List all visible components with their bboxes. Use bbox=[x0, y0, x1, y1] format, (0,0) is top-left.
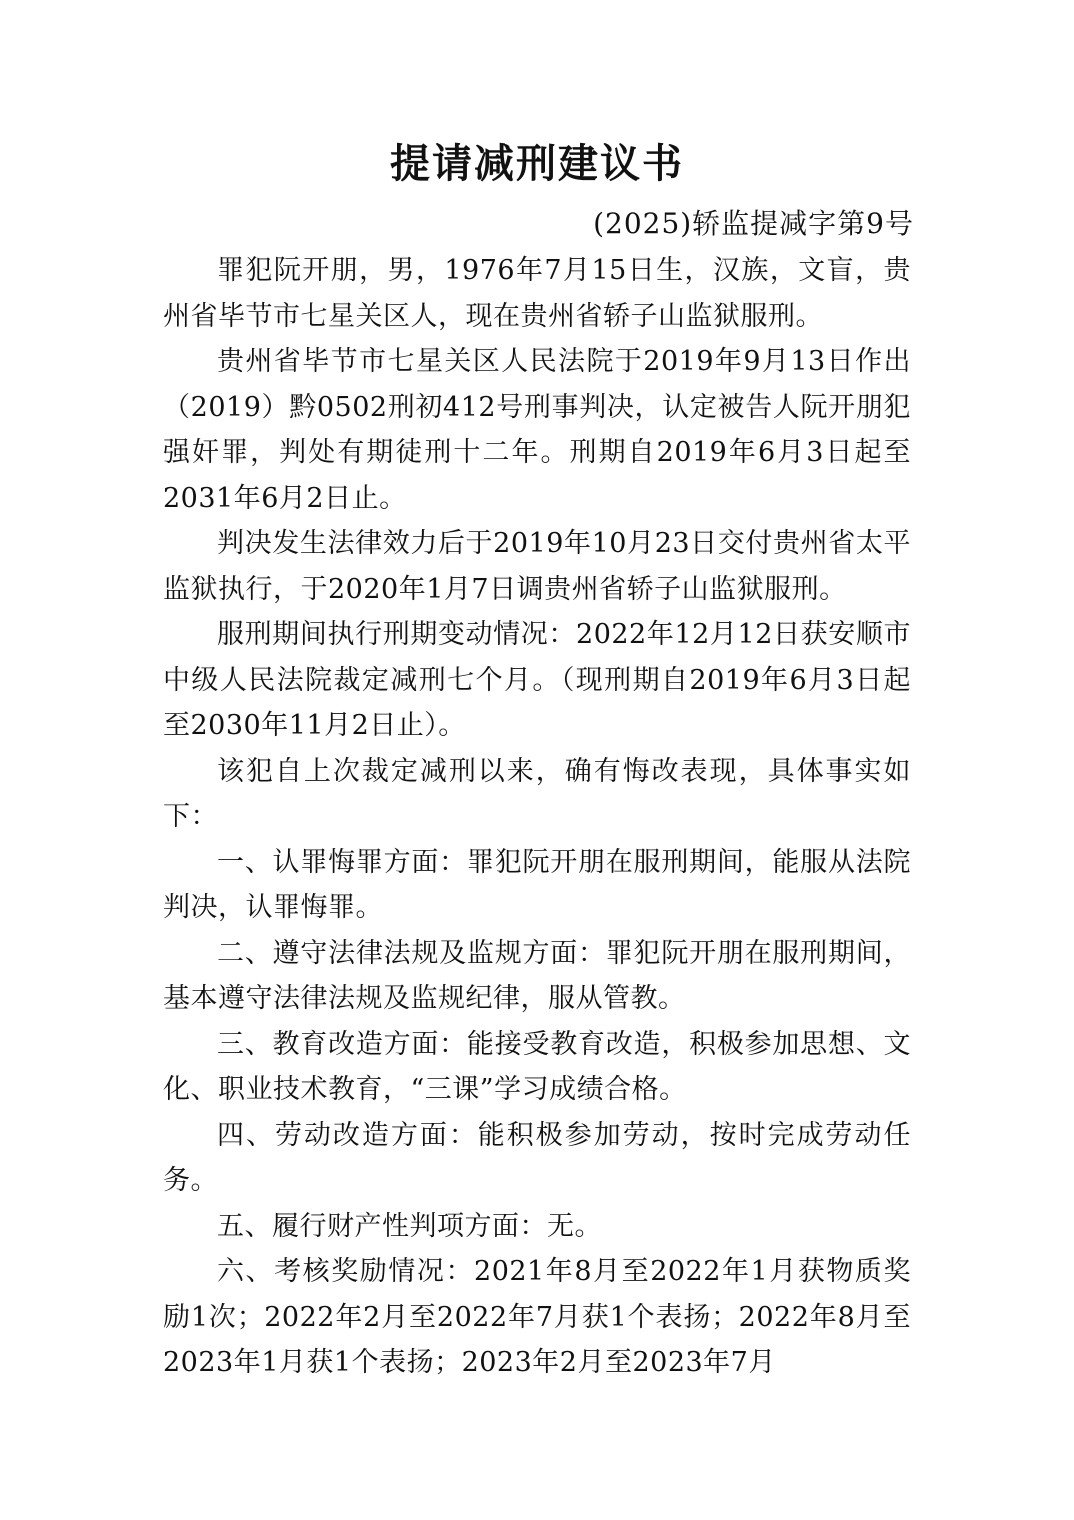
paragraph-item-1: 一、认罪悔罪方面：罪犯阮开朋在服刑期间，能服从法院判决，认罪悔罪。 bbox=[163, 846, 911, 923]
paragraph-item-5: 五、履行财产性判项方面：无。 bbox=[217, 1210, 602, 1242]
paragraph-item-4: 四、劳动改造方面：能积极参加劳动，按时完成劳动任务。 bbox=[163, 1119, 911, 1196]
document-title: 提请减刑建议书 bbox=[390, 140, 684, 187]
paragraph-item-3: 三、教育改造方面：能接受教育改造，积极参加思想、文化、职业技术教育，“三课”学习成绩合格。 bbox=[163, 1028, 911, 1105]
paragraph-repentance-intro: 该犯自上次裁定减刑以来，确有悔改表现，具体事实如下： bbox=[163, 755, 911, 832]
paragraph-personal-info: 罪犯阮开朋，男，1976年7月15日生，汉族，文盲，贵州省毕节市七星关区人，现在贵州省轿子山监狱服刑。 bbox=[163, 255, 911, 332]
paragraph-item-2: 二、遵守法律法规及监规方面：罪犯阮开朋在服刑期间，基本遵守法律法规及监规纪律，服从管教。 bbox=[163, 937, 911, 1014]
paragraph-original-judgment: 贵州省毕节市七星关区人民法院于2019年9月13日作出（2019）黔0502刑初412号刑事判决，认定被告人阮开朋犯强奸罪，判处有期徒刑十二年。刑期自2019年6月3日起至2031年6月2日止。 bbox=[163, 346, 911, 514]
paragraph-sentence-changes: 服刑期间执行刑期变动情况：2022年12月12日获安顺市中级人民法院裁定减刑七个月。（现刑期自2019年6月3日起至2030年11月2日止）。 bbox=[163, 619, 911, 741]
paragraph-item-6: 六、考核奖励情况：2021年8月至2022年1月获物质奖励1次；2022年2月至2022年7月获1个表扬；2022年8月至2023年1月获1个表扬；2023年2月至2023年7月 bbox=[163, 1256, 911, 1378]
document-body bbox=[163, 248, 911, 1386]
document-number: (2025)轿监提减字第9号 bbox=[593, 207, 914, 240]
paragraph-delivery: 判决发生法律效力后于2019年10月23日交付贵州省太平监狱执行，于2020年1月7日调贵州省轿子山监狱服刑。 bbox=[163, 528, 911, 605]
